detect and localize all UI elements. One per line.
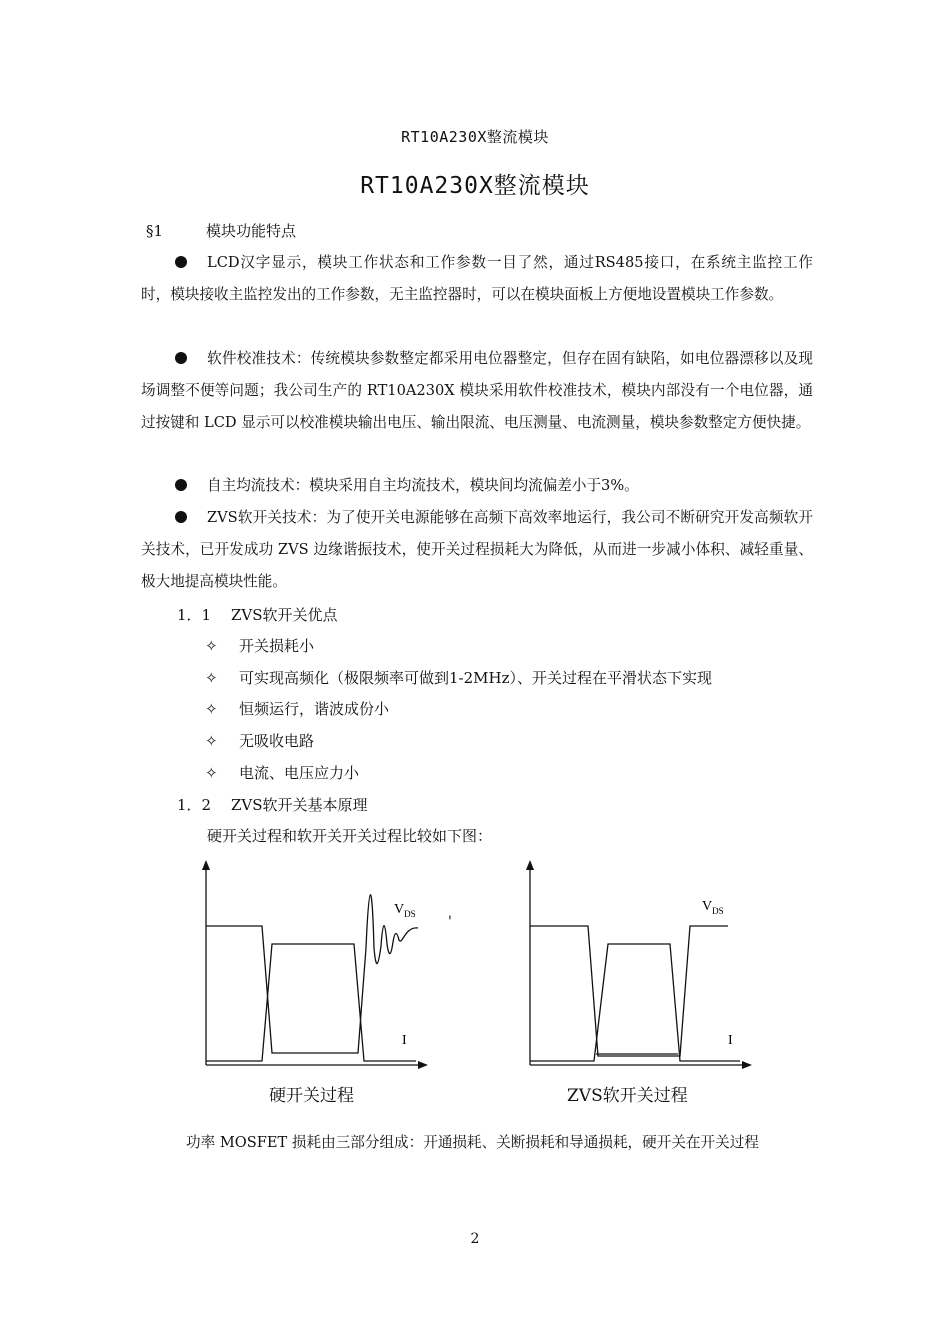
y-axis-arrow bbox=[202, 860, 210, 870]
four-point-star-icon: ✧ bbox=[205, 637, 218, 655]
hard-switching-waveform bbox=[196, 858, 436, 1078]
subsection-heading-1-1: 1．1 ZVS软开关优点 bbox=[177, 606, 338, 624]
figure-caption-zvs: ZVS软开关过程 bbox=[567, 1086, 688, 1106]
four-point-star-icon: ✧ bbox=[205, 700, 218, 718]
filled-circle-icon bbox=[175, 352, 187, 364]
document-title: RT10A230X整流模块 bbox=[360, 173, 590, 199]
list-item: ✧ 开关损耗小 bbox=[205, 637, 315, 655]
list-item: ✧ 恒频运行，谐波成份小 bbox=[205, 700, 390, 718]
section-number: §1 bbox=[146, 222, 164, 240]
filled-circle-icon bbox=[175, 511, 187, 523]
list-item: ✧ 可实现高频化（极限频率可做到1-2MHz）、开关过程在平滑状态下实现 bbox=[205, 669, 713, 687]
bullet-paragraph-zvs: ZVS软开关技术：为了使开关电源能够在高频下高效率地运行，我公司不断研究开发高频软开关技术，已开发成功 ZVS 边缘谐振技术，使开关过程损耗大为降低，从而进一步减小体积、减轻重量、极大地提高模块性能。 bbox=[141, 509, 813, 590]
list-item: ✧ 电流、电压应力小 bbox=[205, 764, 360, 782]
bullet-paragraph-current-sharing: 自主均流技术：模块采用自主均流技术，模块间均流偏差小于3%。 bbox=[141, 470, 813, 502]
filled-circle-icon bbox=[175, 256, 187, 268]
list-item: ✧ 无吸收电路 bbox=[205, 732, 315, 750]
page-number: 2 bbox=[470, 1231, 480, 1247]
filled-circle-icon bbox=[175, 479, 187, 491]
bullet-paragraph-calibration: 软件校准技术：传统模块参数整定都采用电位器整定，但存在固有缺陷，如电位器漂移以及现场调整不便等问题；我公司生产的 RT10A230X 模块采用软件校准技术，模块内部没有一个电位器，通过按键和 LCD 显示可以校准模块输出电压、输出限流、电压测量、电流测量，模块参数整定方便快捷。 bbox=[141, 350, 813, 431]
vds-label: $V_{DS}$ bbox=[702, 899, 724, 916]
bullet-paragraph-lcd: LCD汉字显示，模块工作状态和工作参数一目了然，通过RS485接口，在系统主监控工作时，模块接收主监控发出的工作参数，无主监控器时，可以在模块面板上方便地设置模块工作参数。 bbox=[141, 254, 813, 303]
subsection-heading-1-2: 1．2 ZVS软开关基本原理 bbox=[177, 796, 368, 814]
current-label: I bbox=[402, 1033, 407, 1048]
four-point-star-icon: ✧ bbox=[205, 764, 218, 782]
running-header: RT10A230X整流模块 bbox=[401, 128, 549, 146]
vds-trace bbox=[530, 926, 728, 1056]
zvs-switching-waveform bbox=[520, 858, 760, 1078]
current-trace bbox=[530, 944, 740, 1061]
current-label: I bbox=[728, 1033, 733, 1048]
section-heading bbox=[146, 220, 296, 241]
four-point-star-icon: ✧ bbox=[205, 732, 218, 750]
figure-intro: 硬开关过程和软开关开关过程比较如下图： bbox=[207, 827, 493, 845]
vds-ringing bbox=[366, 895, 418, 964]
x-axis-arrow bbox=[418, 1061, 428, 1069]
closing-paragraph: 功率 MOSFET 损耗由三部分组成：开通损耗、关断损耗和导通损耗，硬开关在开关过程 bbox=[186, 1134, 759, 1151]
vds-trace bbox=[206, 926, 366, 1053]
current-trace bbox=[206, 944, 416, 1061]
x-axis-arrow bbox=[742, 1061, 752, 1069]
four-point-star-icon: ✧ bbox=[205, 669, 218, 687]
stray-mark: ' bbox=[448, 914, 452, 930]
section-title: 模块功能特点 bbox=[206, 222, 297, 240]
figure-caption-hard: 硬开关过程 bbox=[269, 1086, 354, 1106]
y-axis-arrow bbox=[526, 860, 534, 870]
vds-label: $V_{DS}$ bbox=[394, 902, 416, 919]
